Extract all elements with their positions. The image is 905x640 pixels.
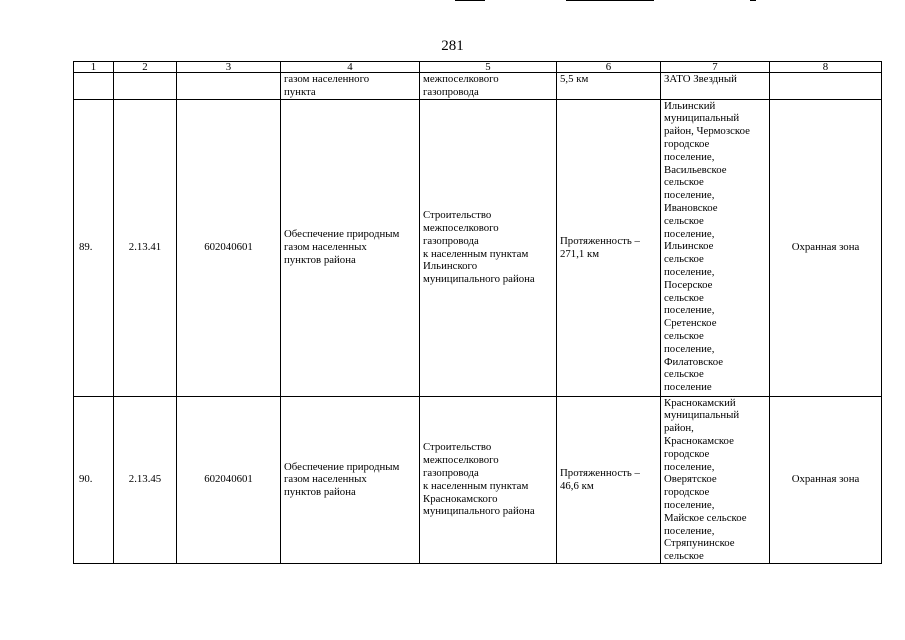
cell-okved: 602040601: [177, 99, 281, 396]
cell-length: Протяженность – 271,1 км: [557, 99, 661, 396]
cell-purpose: Обеспечение природным газом населенных пунктов района: [281, 396, 420, 563]
register-table: [73, 61, 882, 564]
table-row: [74, 396, 882, 563]
top-rule-mid: [566, 0, 654, 1]
cell-object: Строительство межпоселкового газопровода к населенным пунктам Краснокамского муниципального района: [420, 396, 557, 563]
cell-length: 5,5 км: [557, 73, 661, 100]
cell-code: [114, 73, 177, 100]
column-header: 8: [770, 62, 882, 73]
cell-zone: Охранная зона: [770, 396, 882, 563]
cell-num: 90.: [74, 396, 114, 563]
page-number: 281: [441, 38, 464, 54]
column-header: 6: [557, 62, 661, 73]
column-header: 5: [420, 62, 557, 73]
cell-territory: ЗАТО Звездный: [661, 73, 770, 100]
cell-purpose: Обеспечение природным газом населенных пунктов района: [281, 99, 420, 396]
cell-length: Протяженность – 46,6 км: [557, 396, 661, 563]
cell-purpose: газом населенного пункта: [281, 73, 420, 100]
column-header: 4: [281, 62, 420, 73]
table-row-continued: [74, 73, 882, 100]
table-row: [74, 99, 882, 396]
cell-num: 89.: [74, 99, 114, 396]
cell-code: 2.13.45: [114, 396, 177, 563]
cell-okved: [177, 73, 281, 100]
top-rule-right: [750, 0, 756, 1]
cell-okved: 602040601: [177, 396, 281, 563]
top-rule-left: [455, 0, 485, 1]
cell-zone: [770, 73, 882, 100]
cell-num: [74, 73, 114, 100]
column-number-row: [74, 62, 882, 73]
cell-object: Строительство межпоселкового газопровода к населенным пунктам Ильинского муниципального района: [420, 99, 557, 396]
cell-territory: Ильинский муниципальный район, Чермозское городское поселение, Васильевское сельское поселение, Ивановское сельское поселение, Ильинское сельское поселение, Посерское сельское поселение, Сретенское сельское поселение, Филатовское сельское поселение: [661, 99, 770, 396]
cell-code: 2.13.41: [114, 99, 177, 396]
cell-territory: Краснокамский муниципальный район, Краснокамское городское поселение, Оверятское городское поселение, Майское сельское поселение, Стряпунинское сельское: [661, 396, 770, 563]
column-header: 3: [177, 62, 281, 73]
cell-zone: Охранная зона: [770, 99, 882, 396]
cell-object: межпоселкового газопровода: [420, 73, 557, 100]
column-header: 7: [661, 62, 770, 73]
column-header: 1: [74, 62, 114, 73]
column-header: 2: [114, 62, 177, 73]
